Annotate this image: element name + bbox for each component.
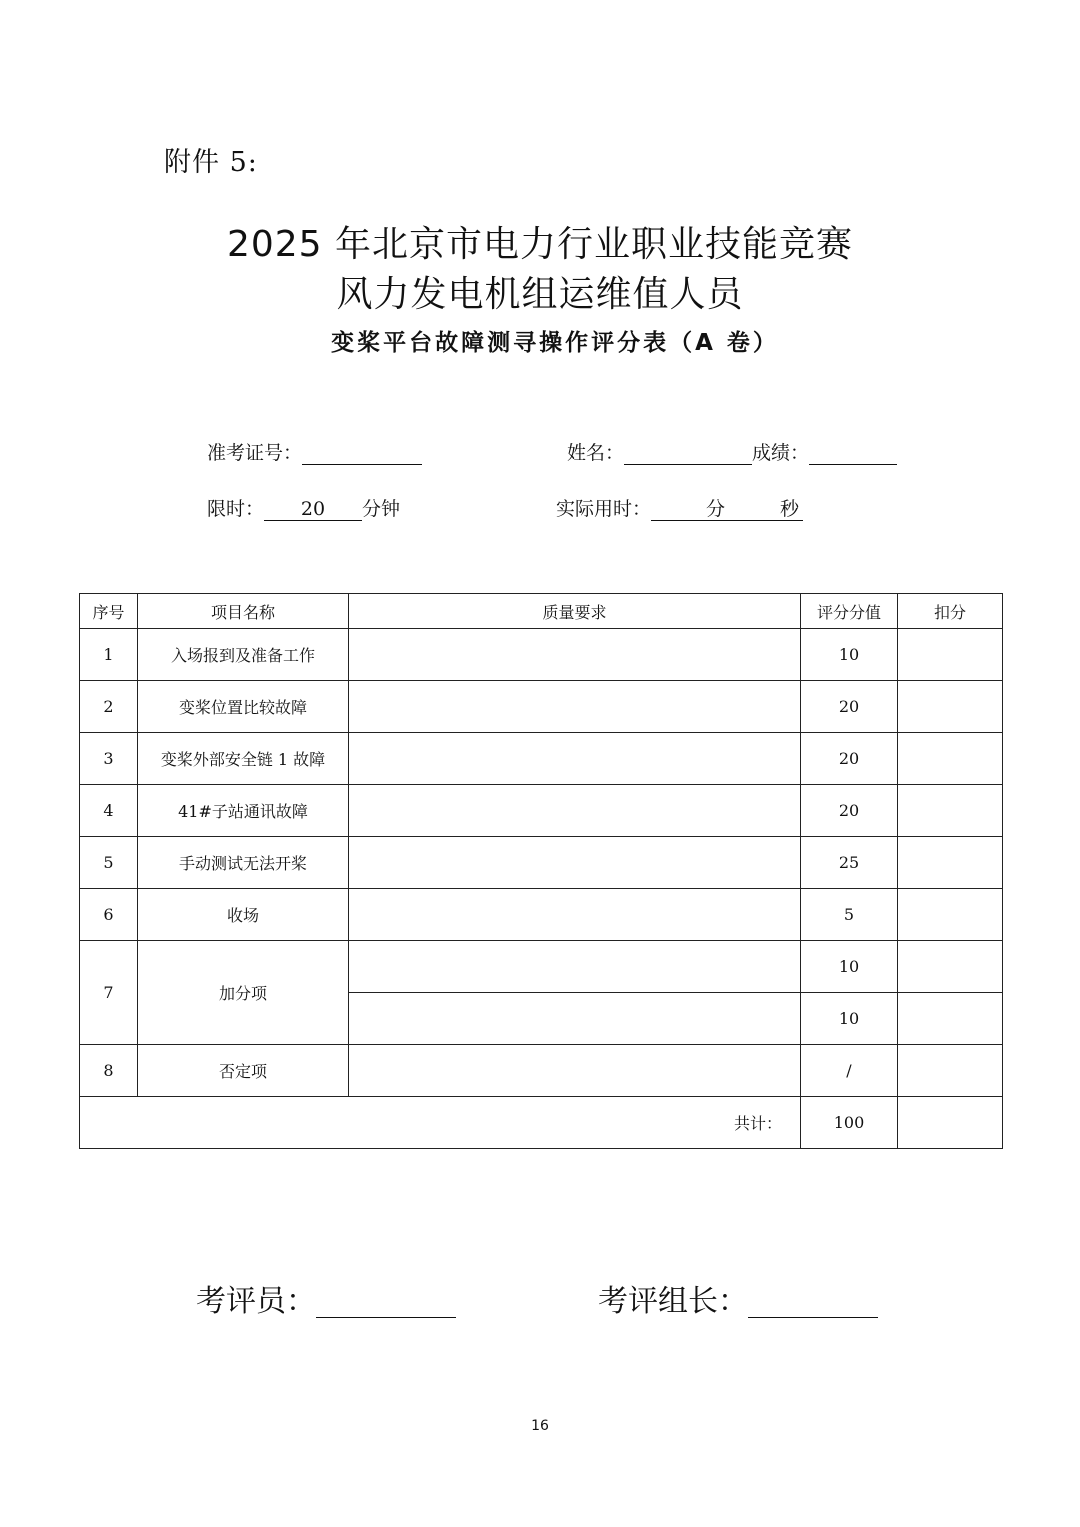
score-blank[interactable] bbox=[809, 442, 897, 465]
leader-signature bbox=[598, 1276, 878, 1320]
table-row bbox=[80, 733, 1003, 785]
row-deduction[interactable] bbox=[898, 1045, 1003, 1097]
name-blank[interactable] bbox=[624, 442, 752, 465]
row-deduction[interactable] bbox=[898, 837, 1003, 889]
form-subtitle: 变桨平台故障测寻操作评分表（A 卷） bbox=[331, 330, 779, 356]
minutes-unit: 分 bbox=[706, 498, 726, 520]
name-score-field bbox=[567, 438, 897, 465]
actual-time-field bbox=[556, 494, 803, 521]
row-no: 8 bbox=[80, 1045, 138, 1097]
row-deduction[interactable] bbox=[898, 993, 1003, 1045]
row-requirement[interactable] bbox=[349, 1045, 801, 1097]
row-requirement[interactable] bbox=[349, 785, 801, 837]
actual-time-label: 实际用时： bbox=[556, 498, 652, 520]
row-score: 10 bbox=[801, 993, 898, 1045]
row-item: 41#子站通讯故障 bbox=[138, 785, 349, 837]
row-score: 10 bbox=[801, 629, 898, 681]
row-no: 2 bbox=[80, 681, 138, 733]
examiner-signature bbox=[196, 1276, 456, 1320]
table-row-bonus-a bbox=[80, 941, 1003, 993]
row-deduction[interactable] bbox=[898, 629, 1003, 681]
score-label: 成绩： bbox=[752, 442, 810, 464]
row-requirement[interactable] bbox=[349, 837, 801, 889]
row-score: / bbox=[801, 1045, 898, 1097]
examiner-blank[interactable] bbox=[316, 1287, 456, 1318]
table-row bbox=[80, 837, 1003, 889]
row-deduction[interactable] bbox=[898, 941, 1003, 993]
table-row bbox=[80, 629, 1003, 681]
total-deduction[interactable] bbox=[898, 1097, 1003, 1149]
row-deduction[interactable] bbox=[898, 785, 1003, 837]
row-item: 否定项 bbox=[138, 1045, 349, 1097]
time-limit-field bbox=[207, 494, 400, 521]
seconds-unit: 秒 bbox=[780, 498, 800, 520]
row-requirement[interactable] bbox=[349, 889, 801, 941]
row-requirement[interactable] bbox=[349, 993, 801, 1045]
row-requirement[interactable] bbox=[349, 733, 801, 785]
time-limit-value: 20 bbox=[264, 498, 362, 521]
header-quality-requirement: 质量要求 bbox=[349, 594, 801, 629]
row-score: 5 bbox=[801, 889, 898, 941]
total-value: 100 bbox=[801, 1097, 898, 1149]
time-limit-label: 限时： bbox=[207, 498, 265, 520]
row-no: 7 bbox=[80, 941, 138, 1045]
header-deduction: 扣分 bbox=[898, 594, 1003, 629]
row-no: 5 bbox=[80, 837, 138, 889]
row-item: 变桨外部安全链 1 故障 bbox=[138, 733, 349, 785]
score-table bbox=[79, 593, 1003, 1149]
exam-number-field bbox=[207, 438, 422, 465]
attachment-label: 附件 5: bbox=[164, 147, 258, 178]
exam-number-blank[interactable] bbox=[302, 442, 422, 465]
row-no: 3 bbox=[80, 733, 138, 785]
document-title-line1: 2025 年北京市电力行业职业技能竞赛 bbox=[226, 224, 854, 265]
row-score: 25 bbox=[801, 837, 898, 889]
row-score: 10 bbox=[801, 941, 898, 993]
name-label: 姓名： bbox=[567, 442, 625, 464]
page-number: 16 bbox=[531, 1418, 549, 1434]
row-item: 加分项 bbox=[138, 941, 349, 1045]
examiner-label: 考评员： bbox=[196, 1284, 316, 1319]
document-title-line2: 风力发电机组运维值人员 bbox=[336, 274, 744, 315]
row-no: 1 bbox=[80, 629, 138, 681]
leader-blank[interactable] bbox=[748, 1287, 878, 1318]
table-row bbox=[80, 1045, 1003, 1097]
row-score: 20 bbox=[801, 733, 898, 785]
row-deduction[interactable] bbox=[898, 889, 1003, 941]
header-item-name: 项目名称 bbox=[138, 594, 349, 629]
leader-label: 考评组长： bbox=[598, 1284, 748, 1319]
row-no: 6 bbox=[80, 889, 138, 941]
row-item: 变桨位置比较故障 bbox=[138, 681, 349, 733]
row-no: 4 bbox=[80, 785, 138, 837]
row-requirement[interactable] bbox=[349, 629, 801, 681]
table-header-row bbox=[80, 594, 1003, 629]
table-row bbox=[80, 681, 1003, 733]
exam-number-label: 准考证号： bbox=[207, 442, 303, 464]
row-score: 20 bbox=[801, 785, 898, 837]
row-deduction[interactable] bbox=[898, 733, 1003, 785]
row-score: 20 bbox=[801, 681, 898, 733]
table-total-row bbox=[80, 1097, 1003, 1149]
row-requirement[interactable] bbox=[349, 941, 801, 993]
row-item: 入场报到及准备工作 bbox=[138, 629, 349, 681]
row-deduction[interactable] bbox=[898, 681, 1003, 733]
row-requirement[interactable] bbox=[349, 681, 801, 733]
actual-time-blank[interactable] bbox=[651, 498, 803, 521]
header-score-value: 评分分值 bbox=[801, 594, 898, 629]
table-row bbox=[80, 889, 1003, 941]
time-limit-unit: 分钟 bbox=[362, 498, 401, 520]
total-label: 共计： bbox=[80, 1097, 801, 1149]
table-row bbox=[80, 785, 1003, 837]
row-item: 手动测试无法开桨 bbox=[138, 837, 349, 889]
row-item: 收场 bbox=[138, 889, 349, 941]
header-seq: 序号 bbox=[80, 594, 138, 629]
